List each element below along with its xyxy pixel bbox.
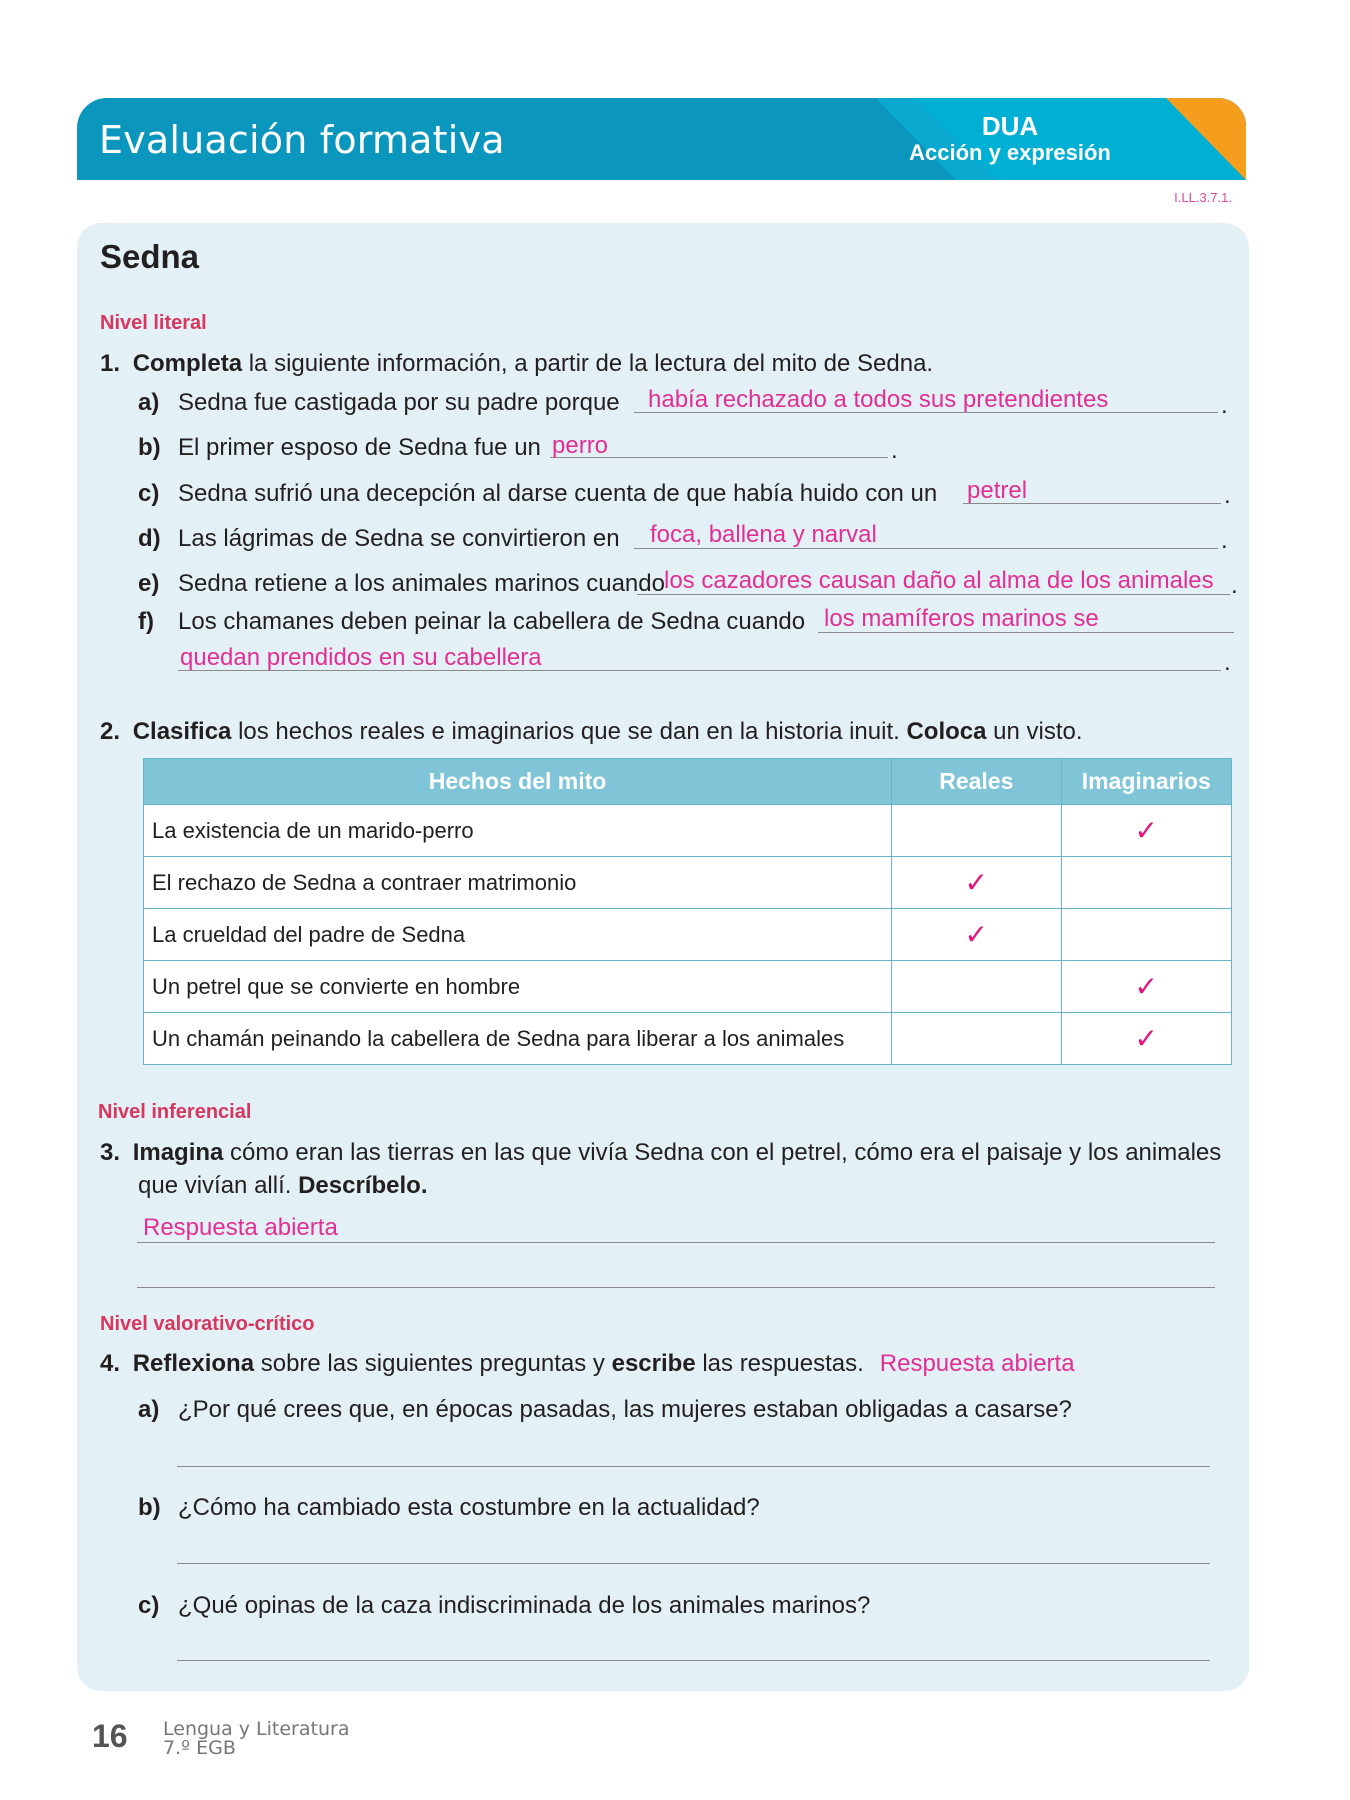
table-header-row — [144, 759, 1232, 805]
fact-cell: Un chamán peinando la cabellera de Sedna para liberar a los animales — [144, 1013, 892, 1065]
table-row — [144, 961, 1232, 1013]
question-3-line-2 — [138, 1172, 427, 1200]
table-row — [144, 857, 1232, 909]
answer-3: Respuesta abierta — [143, 1214, 338, 1241]
answer-1f-cont: quedan prendidos en su cabellera — [180, 644, 542, 671]
footer-grade: 7.º EGB — [163, 1737, 236, 1759]
question-number: 4. — [100, 1350, 121, 1377]
level-inferencial-label: Nivel inferencial — [98, 1101, 252, 1123]
period: . — [1221, 527, 1228, 554]
level-literal-label: Nivel literal — [100, 312, 207, 334]
question-text: cómo eran las tierras en las que vivía Sedna con el petrel, cómo era el paisaje y los animales — [223, 1139, 1222, 1166]
question-number: 2. — [100, 718, 121, 745]
item-letter: b) — [138, 434, 161, 461]
section-title: Sedna — [100, 238, 200, 275]
question-verb: Clasifica — [132, 718, 232, 745]
period: . — [1224, 649, 1231, 676]
real-check-cell[interactable] — [892, 805, 1061, 857]
item-prompt: El primer esposo de Sedna fue un — [178, 434, 541, 461]
classification-table — [143, 758, 1232, 1065]
period: . — [1224, 482, 1231, 509]
question-verb-2: Coloca — [906, 718, 987, 745]
imaginary-check-cell[interactable] — [1061, 909, 1231, 961]
answer-line-3a[interactable] — [137, 1242, 1215, 1243]
answer-1a: había rechazado a todos sus pretendientes — [648, 386, 1109, 413]
imaginary-check-cell[interactable]: ✓ — [1061, 1013, 1231, 1065]
item-letter: f) — [138, 608, 154, 635]
item-letter: b) — [138, 1494, 161, 1521]
dua-subtitle: Acción y expresión — [909, 140, 1111, 165]
header-title: Evaluación formativa — [99, 118, 505, 162]
question-1 — [100, 350, 933, 378]
section-header — [77, 98, 1246, 180]
answer-line-4c[interactable] — [177, 1660, 1210, 1661]
question-3 — [100, 1139, 1221, 1167]
dua-badge — [890, 112, 1130, 166]
real-check-cell[interactable] — [892, 961, 1061, 1013]
answer-1c: petrel — [967, 477, 1028, 504]
item-prompt: ¿Cómo ha cambiado esta costumbre en la actualidad? — [178, 1494, 760, 1521]
table-row — [144, 909, 1232, 961]
item-letter: e) — [138, 570, 160, 597]
table-row — [144, 1013, 1232, 1065]
period: . — [1221, 392, 1228, 419]
item-prompt: Las lágrimas de Sedna se convirtieron en — [178, 525, 620, 552]
question-text: sobre las siguientes preguntas y — [254, 1350, 612, 1377]
question-text-2: que vivían allí. — [138, 1172, 299, 1199]
answer-1e: los cazadores causan daño al alma de los animales — [664, 567, 1214, 594]
item-letter: a) — [138, 1396, 160, 1423]
question-text: los hechos reales e imaginarios que se dan en la historia inuit. — [231, 718, 907, 745]
fact-cell: Un petrel que se convierte en hombre — [144, 961, 892, 1013]
item-1e — [138, 570, 665, 598]
item-prompt: ¿Qué opinas de la caza indiscriminada de los animales marinos? — [178, 1592, 871, 1619]
footer-info — [163, 1720, 349, 1758]
question-2 — [100, 718, 1083, 746]
question-verb: Completa — [132, 350, 243, 377]
item-4b — [138, 1494, 760, 1522]
imaginary-check-cell[interactable] — [1061, 857, 1231, 909]
question-verb-2: Descríbelo. — [298, 1172, 428, 1199]
answer-1f: los mamíferos marinos se — [824, 605, 1099, 632]
period: . — [1231, 572, 1238, 599]
fact-cell: La existencia de un marido-perro — [144, 805, 892, 857]
indicator-code: I.LL.3.7.1. — [1174, 190, 1232, 205]
fact-cell: El rechazo de Sedna a contraer matrimonio — [144, 857, 892, 909]
column-header-real: Reales — [892, 759, 1061, 805]
item-1b — [138, 434, 541, 462]
dua-title: DUA — [981, 111, 1039, 141]
question-verb: Reflexiona — [132, 1350, 255, 1377]
item-letter: a) — [138, 389, 160, 416]
question-text: la siguiente información, a partir de la lectura del mito de Sedna. — [242, 350, 934, 377]
footer-subject: Lengua y Literatura — [163, 1718, 350, 1740]
question-verb: Imagina — [132, 1139, 224, 1166]
answer-1d: foca, ballena y narval — [650, 521, 877, 548]
item-1f — [138, 608, 805, 636]
level-valorativo-label: Nivel valorativo-crítico — [100, 1313, 315, 1335]
item-1d — [138, 525, 620, 553]
real-check-cell[interactable]: ✓ — [892, 909, 1061, 961]
item-4a — [138, 1396, 1072, 1424]
real-check-cell[interactable]: ✓ — [892, 857, 1061, 909]
item-prompt: Sedna retiene a los animales marinos cuando — [178, 570, 665, 597]
item-4c — [138, 1592, 870, 1620]
answer-1b: perro — [552, 432, 609, 459]
question-text-2: un visto. — [986, 718, 1083, 745]
item-1a — [138, 389, 620, 417]
fact-cell: La crueldad del padre de Sedna — [144, 909, 892, 961]
question-4 — [100, 1350, 1075, 1378]
item-prompt: Sedna sufrió una decepción al darse cuenta de que había huido con un — [178, 480, 938, 507]
table-row — [144, 805, 1232, 857]
answer-line-4a[interactable] — [177, 1466, 1210, 1467]
item-1c — [138, 480, 937, 508]
answer-4: Respuesta abierta — [879, 1350, 1075, 1377]
item-letter: d) — [138, 525, 161, 552]
question-number: 1. — [100, 350, 121, 377]
column-header-facts: Hechos del mito — [144, 759, 892, 805]
page-number: 16 — [92, 1718, 128, 1754]
item-prompt: ¿Por qué crees que, en épocas pasadas, las mujeres estaban obligadas a casarse? — [178, 1396, 1072, 1423]
question-verb-2: escribe — [611, 1350, 696, 1377]
column-header-imaginary: Imaginarios — [1061, 759, 1231, 805]
question-text-2: las respuestas. — [695, 1350, 864, 1377]
period: . — [891, 437, 898, 464]
item-letter: c) — [138, 480, 160, 507]
item-letter: c) — [138, 1592, 160, 1619]
imaginary-check-cell[interactable]: ✓ — [1061, 961, 1231, 1013]
answer-line-3b[interactable] — [137, 1287, 1215, 1288]
item-prompt: Sedna fue castigada por su padre porque — [178, 389, 620, 416]
question-number: 3. — [100, 1139, 121, 1166]
answer-line-4b[interactable] — [177, 1563, 1210, 1564]
imaginary-check-cell[interactable]: ✓ — [1061, 805, 1231, 857]
real-check-cell[interactable] — [892, 1013, 1061, 1065]
item-prompt: Los chamanes deben peinar la cabellera de Sedna cuando — [178, 608, 806, 635]
